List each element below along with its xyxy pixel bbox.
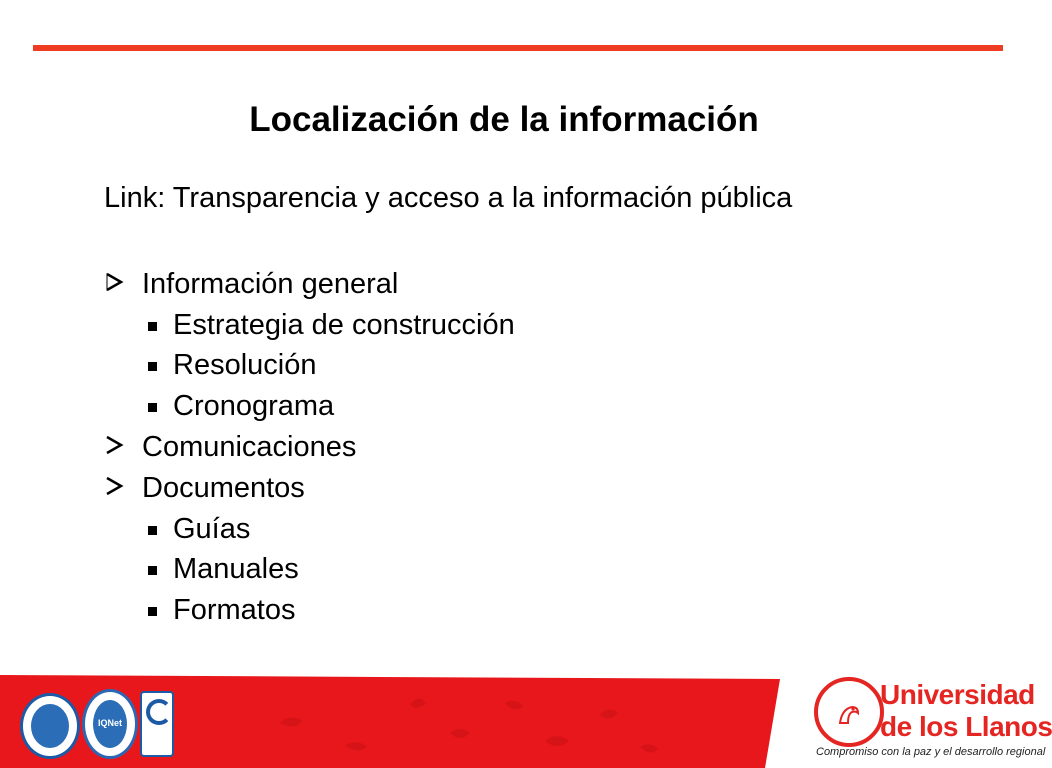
- square-bullet-icon: [146, 594, 173, 627]
- list-item-label: Resolución: [173, 349, 317, 382]
- unillanos-logo-icon: [814, 677, 884, 747]
- brand-name-line-1: Universidad: [880, 679, 1035, 710]
- list-item-label: Estrategia de construcción: [173, 308, 515, 341]
- bird-icon: [832, 697, 864, 729]
- iqnet-seal-icon: IQNet: [82, 689, 138, 759]
- list-item: [104, 590, 515, 631]
- list-item-label: Cronograma: [173, 390, 335, 423]
- square-bullet-icon: [146, 553, 173, 586]
- list-item: [104, 509, 515, 550]
- list-item: [104, 346, 515, 387]
- list-item-label: Documentos: [142, 471, 305, 504]
- brand-name-line-2: de los Llanos: [880, 711, 1052, 742]
- square-bullet-icon: [146, 349, 173, 382]
- link-line: Link: Transparencia y acceso a la información pública: [104, 182, 793, 214]
- square-bullet-icon: [146, 513, 173, 546]
- square-bullet-icon: [146, 309, 173, 342]
- list-item: [104, 386, 515, 427]
- square-bullet-icon: [146, 390, 173, 423]
- list-item: [104, 468, 515, 509]
- list-item-label: Comunicaciones: [142, 431, 357, 464]
- arrow-bullet-icon: [104, 431, 142, 464]
- arrow-bullet-icon: [104, 472, 142, 505]
- slide-title: Localización de la información: [249, 100, 759, 139]
- icontec-seal-icon: [140, 691, 174, 757]
- list-item: [104, 427, 515, 468]
- list-item: [104, 305, 515, 346]
- content-list: [104, 264, 515, 631]
- list-item-label: Manuales: [173, 553, 299, 586]
- list-item-label: Formatos: [173, 594, 296, 627]
- list-item: [104, 550, 515, 591]
- colombia-seal-icon: [20, 693, 80, 759]
- top-accent-rule: [33, 45, 1003, 51]
- brand-tagline: Compromiso con la paz y el desarrollo regional: [816, 746, 1046, 758]
- list-item-label: Guías: [173, 512, 251, 545]
- list-item-label: Información general: [142, 267, 399, 300]
- list-item: [104, 264, 515, 305]
- arrow-bullet-icon: [104, 268, 142, 301]
